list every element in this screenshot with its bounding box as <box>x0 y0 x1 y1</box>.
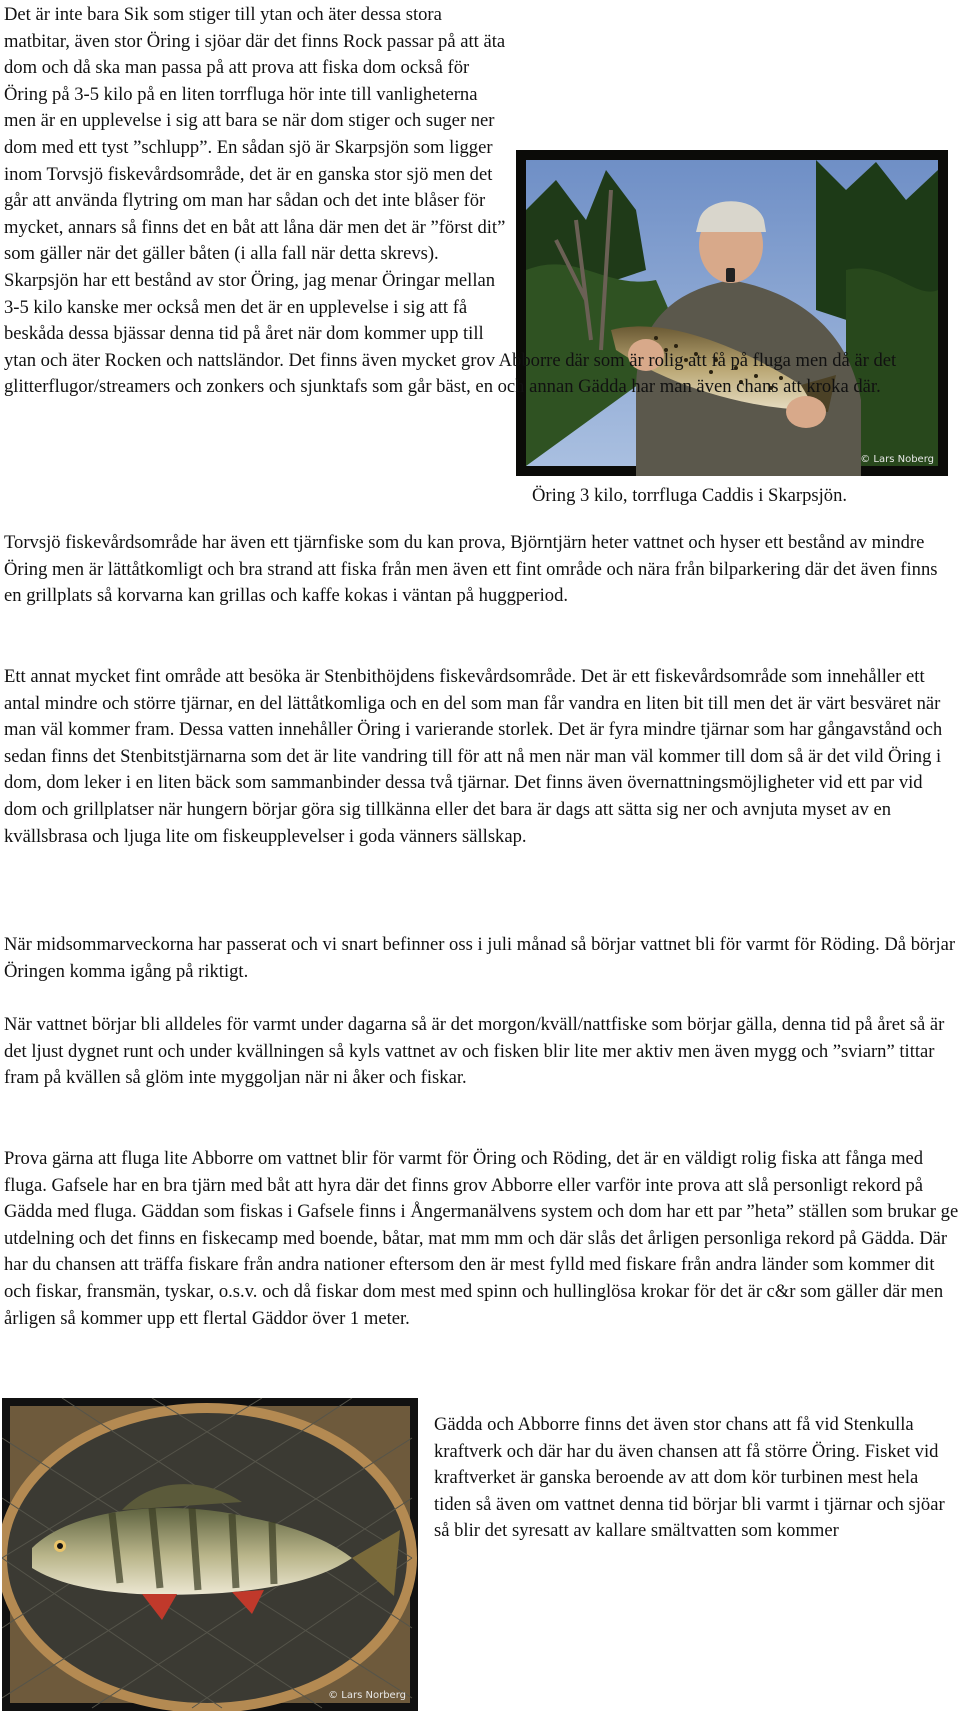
intro-text: Det är inte bara Sik som stiger till ytan och äter dessa stora matbitar, även stor Öring i sjöar där det finns Rock passar på att äta dom och då ska man passa på att prova att fiska dom också för Öring på 3-5 kilo på en liten torrfluga hör inte till vanligheterna men är en upplevelse i sig att bara se när dom stiger och suger ner dom med ett tyst ”schlupp”. En sådan sjö är Skarpsjön som ligger inom Torvsjö fiskevårdsområde, det är en ganska stor sjö men det går att använda flytring om man har sådan och det inte blåser för mycket, annars så finns det en båt att låna där men det är ”först dit” som gäller när det gäller båten (i alla fall när detta skrevs). Skarpsjön har ett bestånd av stor Öring, jag menar Öringar mellan 3-5 kilo kanske mer också men det är en upplevelse i sig att få beskåda dessa bjässar denna tid på året när dom kommer upp till ytan och äter Rocken och nattsländor. Det finns även mycket grov Abborre där som är rolig att få på fluga men då är det glitterflugor/streamers och zonkers och sjunktafs som går bäst, en och annan Gädda har man även chans att kroka där. <box>4 4 897 398</box>
photo-copyright: © Lars Noberg <box>860 454 934 465</box>
paragraph-stenbithojden: Ett annat mycket fint område att besöka är Stenbithöjdens fiskevårdsområde. Det är ett fiskevårdsområde som innehåller ett antal mindre och större tjärnar, en del lättåtkomliga och en del som man får vandra en liten bit till men det är värt besväret när man väl kommer fram. Dessa vatten innehåller Öring i varierande storlek. Det är fyra mindre tjärnar som har gångavstånd och sedan finns det Stenbitstjärnarna som det är lite vandring till för att nå men när man väl kommer till dom så är det vild Öring i dom, dom leker i en liten bäck som sammanbinder dessa två tjärnar. Det finns även övernattningsmöjligheter vid ett par vid dom och grillplatser när hungern börjar göra sig tillkänna eller det bara är dags att sätta sig ner och avnjuta myset av en kvällsbrasa och ljuga lite om fiskeupplevelser i goda vänners sällskap. <box>4 666 943 847</box>
photo-float-spacer <box>527 6 959 332</box>
photo-perch-in-net <box>2 1398 418 1711</box>
paragraph-stenkulla: Gädda och Abborre finns det även stor chans att få vid Stenkulla kraftverk och där har du även chansen att få större Öring. Fisket vid kraftverket är ganska beroende av att dom kör turbinen mest hela tiden så även om vattnet denna tid börjar bli varmt i tjärnar och sjöar så blir det syresatt av kallare smältvatten som kommer <box>434 1414 945 1542</box>
photo-copyright: © Lars Norberg <box>328 1690 406 1701</box>
paragraph-abborre: Prova gärna att fluga lite Abborre om vattnet blir för varmt för Öring och Röding, det är en väldigt rolig fiska att fånga med fluga. Gafsele har en bra tjärn med båt att hyra där det finns grov Abborre eller varför inte prova att slå personligt rekord på Gädda med fluga. Gäddan som fiskas i Gafsele finns i Ångermanälvens system och dom har ett par ”heta” ställen som brukar ge utdelning och det finns en fiskecamp med boende, båtar, mat mm mm och där slås det årligen personliga rekord på Gädda. Där har du chansen att träffa fiskare från andra nationer eftersom den är mest fylld med fiskare från andra länder som kommer dit och fiskar, fransmän, tyskar, o.s.v. och då fiskar dom mest med spinn och hullinglösa krokar för det är c&r som gäller där men årligen så kommer upp ett flertal Gäddor över 1 meter. <box>4 1148 959 1329</box>
paragraph-torvsjo: Torvsjö fiskevårdsområde har även ett tjärnfiske som du kan prova, Björntjärn heter vattnet och hyser ett bestånd av mindre Öring men är lättåtkomligt och bra strand att fiska från men även ett fint område och nära från bilparkering där det även finns en grillplats så korvarna kan grillas och kaffe kokas i väntan på huggperiod. <box>4 532 938 607</box>
paragraph-vattnet: När vattnet börjar bli alldeles för varmt under dagarna så är det morgon/kväll/nattfiske som börjar gälla, denna tid på året så är det ljust dygnet runt och under kvällningen så kyls vattnet av och fisken blir lite mer aktiv men även mygg och ”sviarn” tittar fram på kvällen så glöm inte myggoljan när ni åker och fiskar. <box>4 1014 945 1089</box>
paragraph-midsommar: När midsommarveckorna har passerat och vi snart befinner oss i juli månad så börjar vattnet bli för varmt för Röding. Då börjar Öringen komma igång på riktigt. <box>4 934 956 982</box>
photo-caption: Öring 3 kilo, torrfluga Caddis i Skarpsjön. <box>532 485 848 506</box>
intro-paragraph <box>4 2 959 401</box>
